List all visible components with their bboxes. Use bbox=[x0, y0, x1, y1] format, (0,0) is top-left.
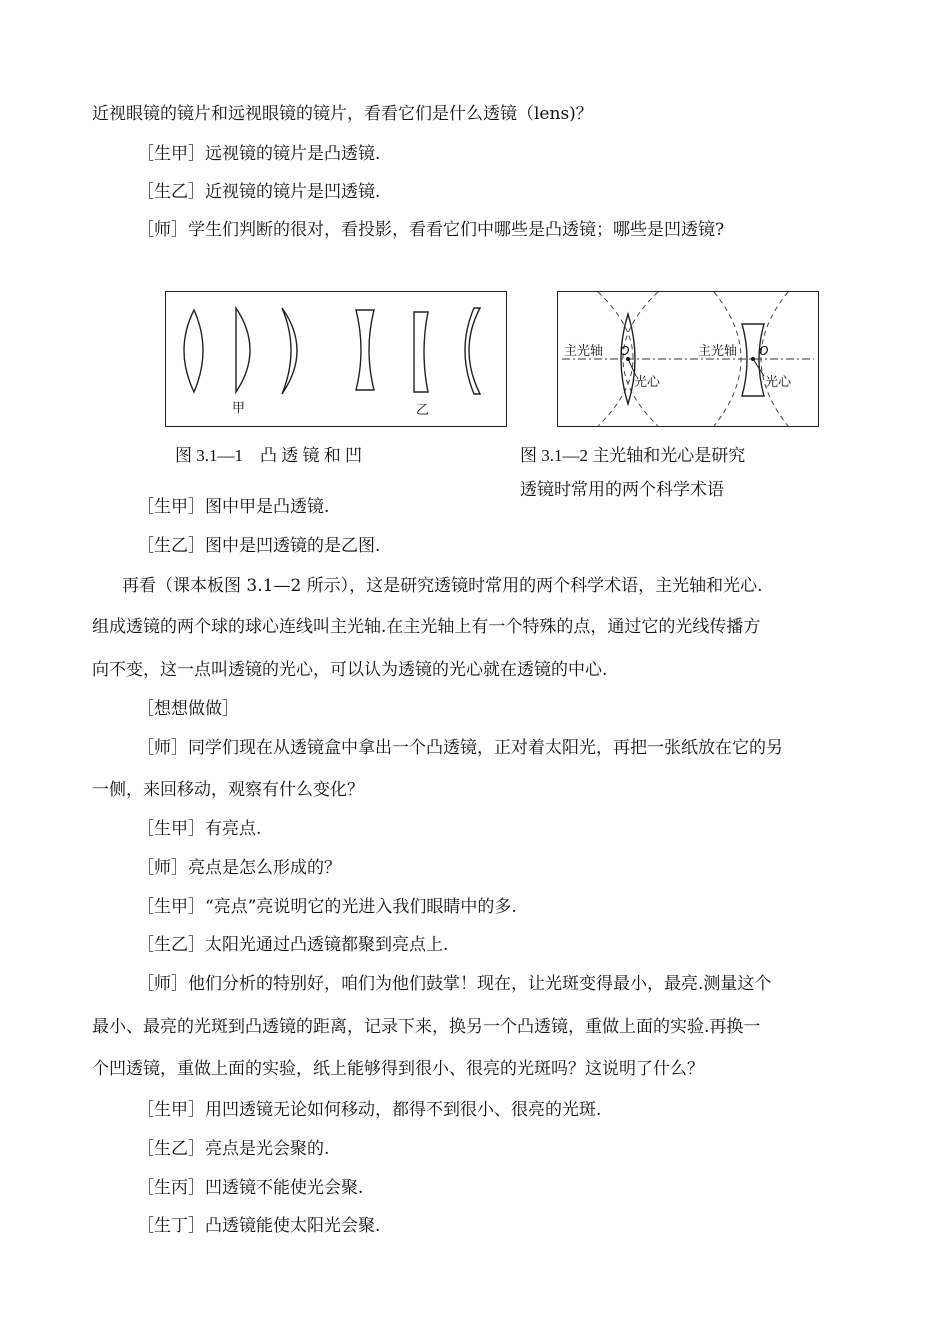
dialogue-line: ［师］亮点是怎么形成的？ bbox=[137, 858, 341, 878]
plano-convex-lens-shape bbox=[236, 308, 250, 392]
label-o: O bbox=[620, 344, 630, 358]
label-concave-group: 乙 bbox=[416, 403, 430, 418]
dialogue-line: ［生甲］图中甲是凸透镜. bbox=[137, 497, 330, 517]
section-heading: ［想想做做］ bbox=[137, 699, 239, 719]
paragraph-line: 一侧，来回移动，观察有什么变化？ bbox=[92, 780, 364, 800]
dialogue-line: ［生甲］有亮点. bbox=[137, 819, 262, 839]
dialogue-line: ［生甲］“亮点”亮说明它的光进入我们眼睛中的多. bbox=[137, 897, 517, 917]
biconcave-lens-shape bbox=[356, 310, 374, 390]
label-o: O bbox=[759, 344, 769, 358]
figure-lens-types bbox=[165, 291, 507, 427]
dialogue-line: ［生丙］凹透镜不能使光会聚. bbox=[137, 1178, 364, 1198]
lens-shapes-drawing bbox=[166, 292, 506, 426]
plano-concave-lens-shape bbox=[414, 312, 428, 392]
label-principal-axis: 主光轴 bbox=[698, 344, 738, 359]
dialogue-line: ［生乙］亮点是光会聚的. bbox=[137, 1139, 330, 1159]
label-optical-center: 光心 bbox=[765, 375, 792, 390]
label-principal-axis: 主光轴 bbox=[564, 344, 604, 359]
paragraph-line: 组成透镜的两个球的球心连线叫主光轴.在主光轴上有一个特殊的点，通过它的光线传播方 bbox=[92, 617, 761, 637]
dialogue-line: ［生乙］图中是凹透镜的是乙图. bbox=[137, 536, 381, 556]
label-optical-center: 光心 bbox=[634, 375, 661, 390]
figure2-caption-line2: 透镜时常用的两个科学术语 bbox=[520, 480, 724, 499]
meniscus-convex-lens-shape bbox=[282, 308, 297, 394]
figure1-caption: 图 3.1—1 凸 透 镜 和 凹 bbox=[175, 446, 362, 465]
dialogue-line: ［师］他们分析的特别好，咱们为他们鼓掌！现在，让光斑变得最小，最亮.测量这个 bbox=[137, 974, 772, 994]
paragraph-line: 个凹透镜，重做上面的实验，纸上能够得到很小、很亮的光斑吗？这说明了什么？ bbox=[92, 1059, 704, 1079]
biconvex-lens-shape bbox=[184, 310, 203, 392]
paragraph-line: 向不变，这一点叫透镜的光心，可以认为透镜的光心就在透镜的中心. bbox=[92, 660, 608, 680]
dialogue-line: ［生乙］近视镜的镜片是凹透镜. bbox=[137, 182, 381, 202]
dialogue-line: ［生甲］用凹透镜无论如何移动，都得不到很小、很亮的光斑. bbox=[137, 1100, 602, 1120]
label-convex-group: 甲 bbox=[232, 401, 246, 416]
meniscus-concave-lens-shape bbox=[465, 308, 480, 394]
paragraph-line: 再看（课本板图 3.1—2 所示），这是研究透镜时常用的两个科学术语，主光轴和光心. bbox=[122, 576, 763, 596]
paragraph-line: 最小、最亮的光斑到凸透镜的距离，记录下来，换另一个凸透镜，重做上面的实验.再换一 bbox=[92, 1017, 761, 1037]
dialogue-line: ［生甲］远视镜的镜片是凸透镜. bbox=[137, 144, 381, 164]
figure-axis-center bbox=[557, 291, 819, 427]
dialogue-line: ［生丁］凸透镜能使太阳光会聚. bbox=[137, 1216, 381, 1236]
dialogue-line: ［师］同学们现在从透镜盒中拿出一个凸透镜，正对着太阳光，再把一张纸放在它的另 bbox=[137, 738, 783, 758]
dialogue-line: ［师］学生们判断的很对，看投影，看看它们中哪些是凸透镜；哪些是凹透镜? bbox=[137, 220, 725, 240]
paragraph-line: 近视眼镜的镜片和远视眼镜的镜片，看看它们是什么透镜（lens)？ bbox=[92, 104, 593, 124]
axis-center-drawing bbox=[558, 292, 818, 426]
figure2-caption-line1: 图 3.1—2 主光轴和光心是研究 bbox=[520, 446, 746, 465]
dialogue-line: ［生乙］太阳光通过凸透镜都聚到亮点上. bbox=[137, 935, 449, 955]
